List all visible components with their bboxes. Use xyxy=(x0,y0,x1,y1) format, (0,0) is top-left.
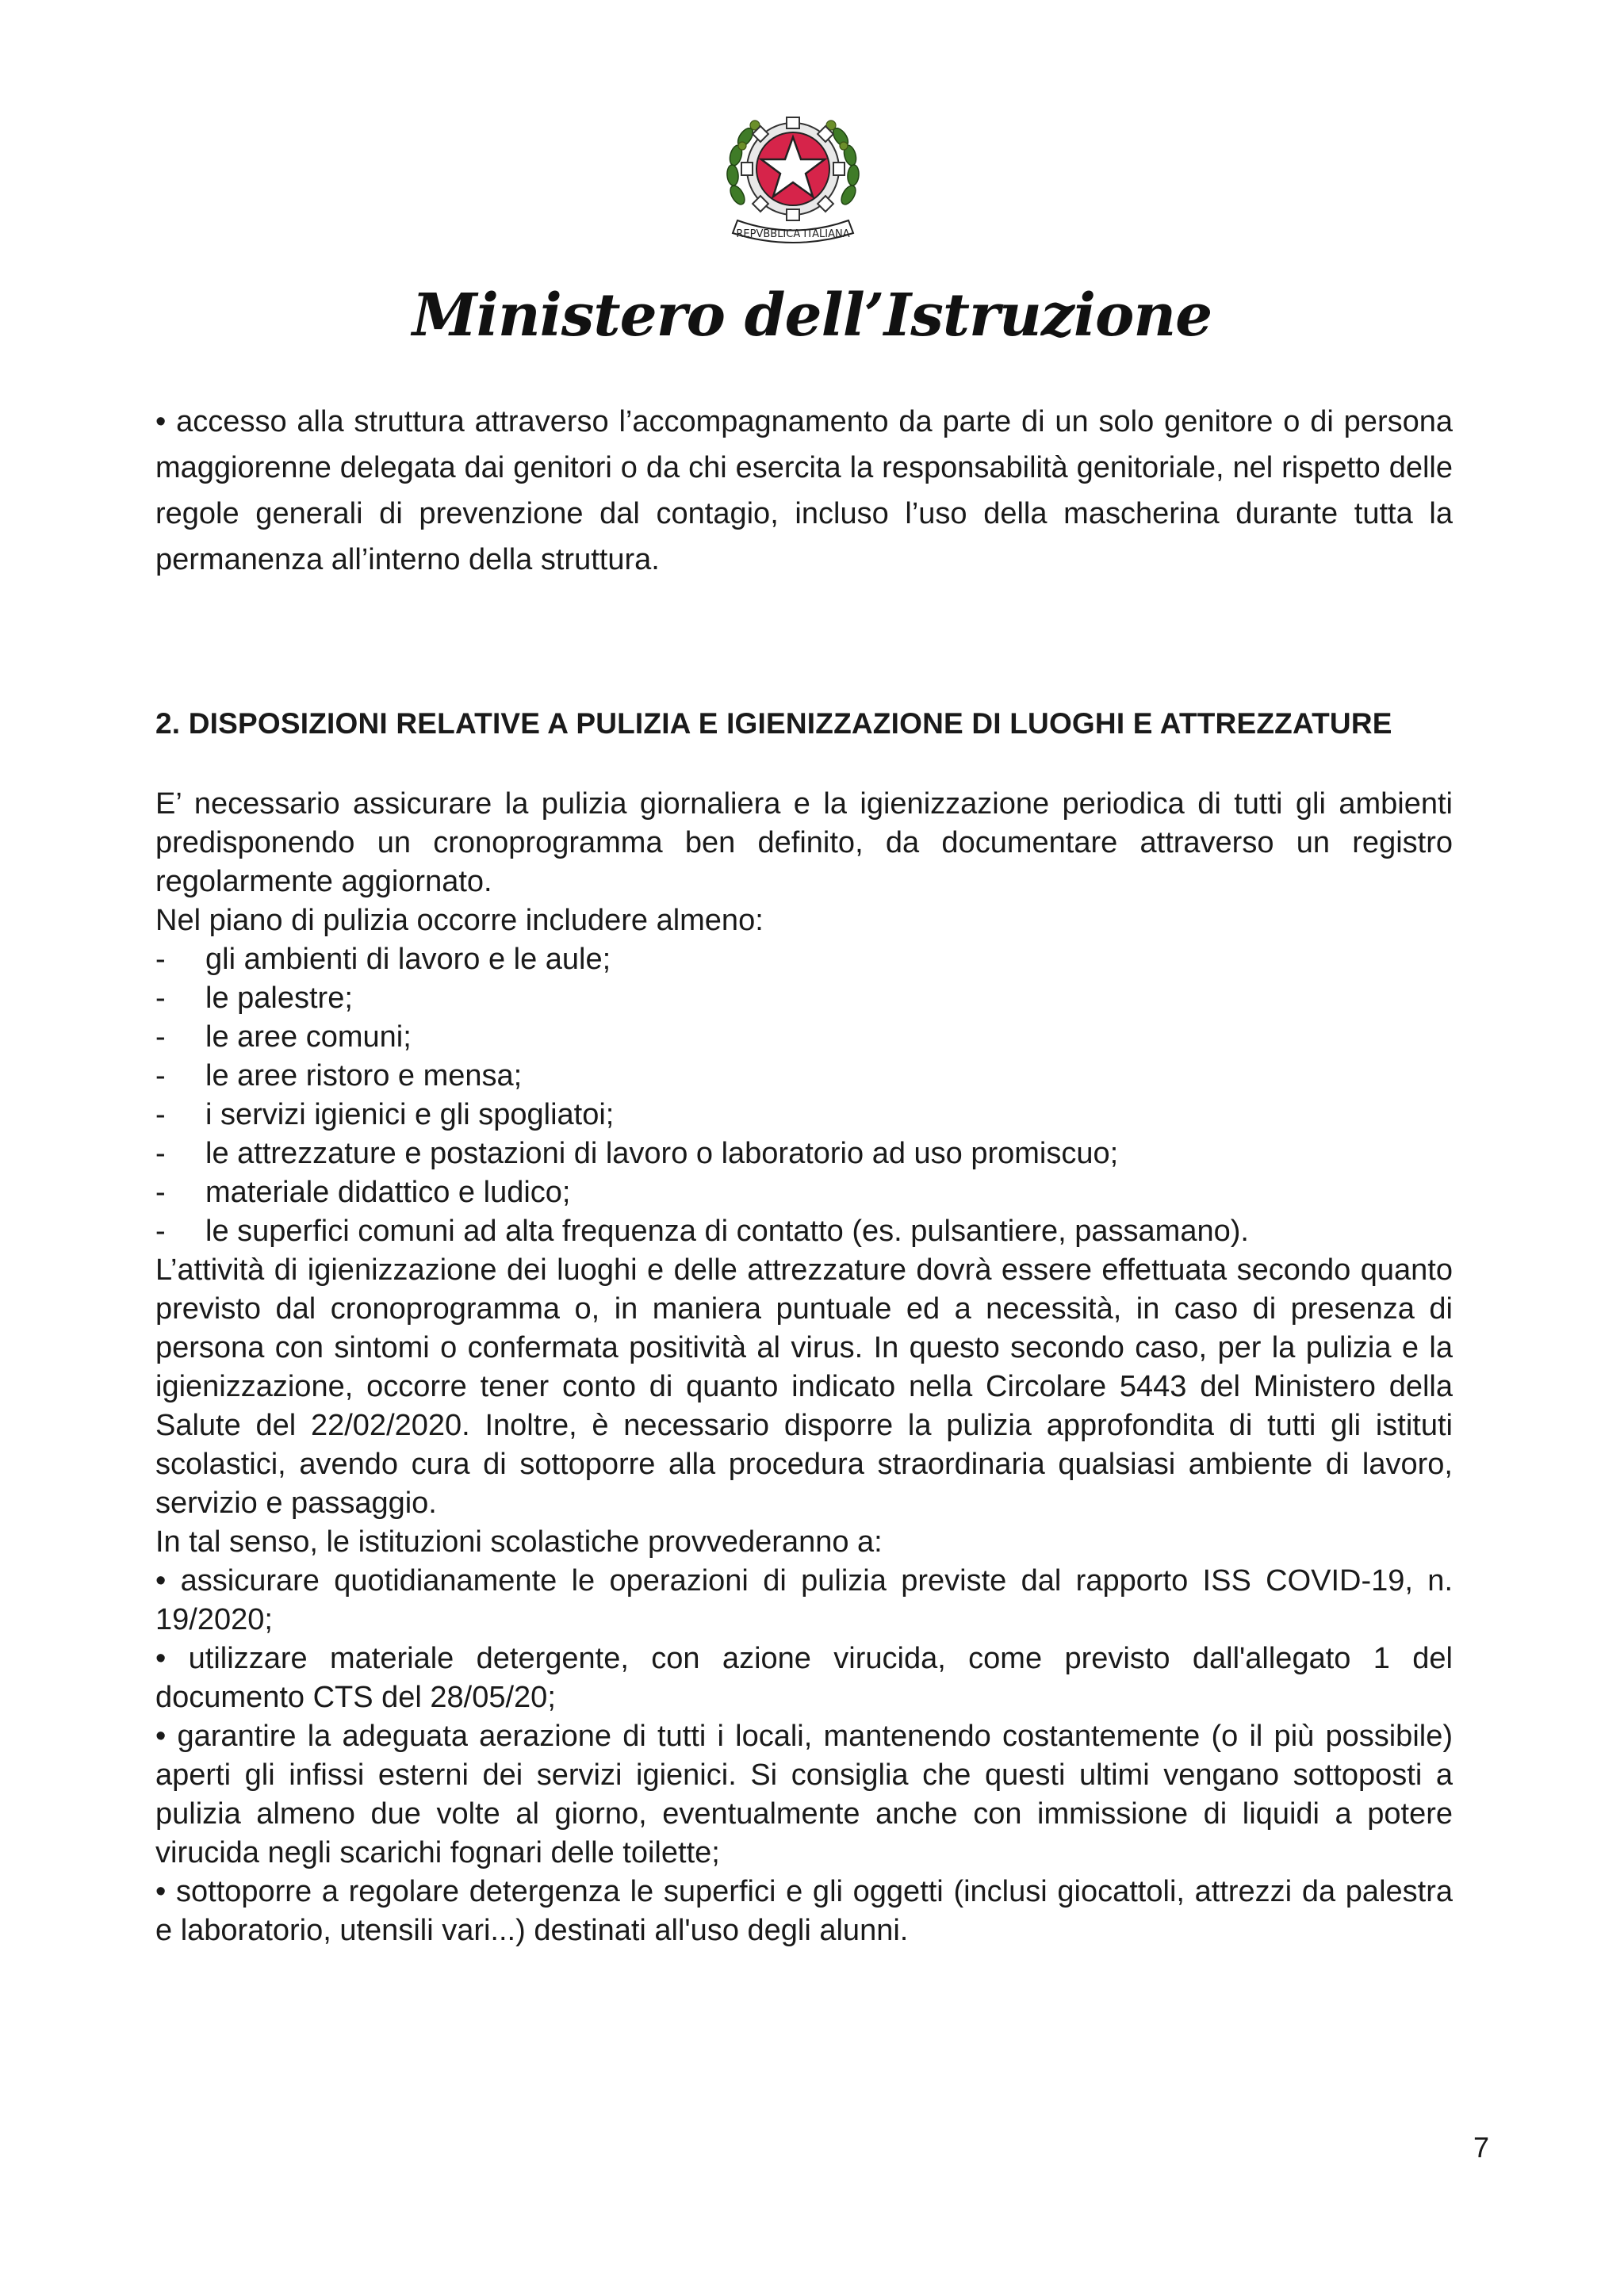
cleaning-plan-list xyxy=(155,940,1453,1251)
list-item: - le attrezzature e postazioni di lavoro o laboratorio ad uso promiscuo; xyxy=(155,1137,1119,1170)
paragraph: E’ necessario assicurare la pulizia giornaliera e la igienizzazione periodica di tutti gli ambienti predisponendo un cronoprogramma ben definito, da documentare attraverso un registro regolarmente aggiornato. xyxy=(155,787,1453,898)
bullet-item: • garantire la adeguata aerazione di tutti i locali, mantenendo costantemente (o il più possibile) aperti gli infissi esterni dei servizi igienici. Si consiglia che questi ultimi vengano sottoposti a pulizia almeno due volte al giorno, eventualmente anche con immissione di liquidi a potere virucida negli scarichi fognari delle toilette; xyxy=(155,1720,1453,1869)
bullet-item: • sottoporre a regolare detergenza le superfici e gli oggetti (inclusi giocattoli, attrezzi da palestra e laboratorio, utensili vari...) destinati all'uso degli alunni. xyxy=(155,1875,1453,1947)
paragraph: In tal senso, le istituzioni scolastiche provvederanno a: xyxy=(155,1525,883,1559)
bullet-item: • assicurare quotidianamente le operazioni di pulizia previste dal rapporto ISS COVID-19, n. 19/2020; xyxy=(155,1564,1453,1636)
bullet-icon: • xyxy=(155,405,167,438)
page-number: 7 xyxy=(1473,2131,1489,2164)
list-item: - le superfici comuni ad alta frequenza di contatto (es. pulsantiere, passamano). xyxy=(155,1215,1249,1248)
list-item: - le aree comuni; xyxy=(155,1020,412,1054)
italian-republic-emblem-icon xyxy=(714,94,872,252)
list-item: - i servizi igienici e gli spogliatoi; xyxy=(155,1098,615,1131)
intro-paragraph xyxy=(155,399,1453,583)
bullet-item: • utilizzare materiale detergente, con azione virucida, come previsto dall'allegato 1 del documento CTS del 28/05/20; xyxy=(155,1642,1453,1714)
paragraph: Nel piano di pulizia occorre includere almeno: xyxy=(155,904,764,937)
list-item: - gli ambienti di lavoro e le aule; xyxy=(155,943,611,976)
section-body xyxy=(155,785,1453,1950)
list-item: - le palestre; xyxy=(155,982,353,1015)
svg-text:REPVBBLICA ITALIANA: REPVBBLICA ITALIANA xyxy=(736,228,850,240)
ministry-title: Ministero dell’Istruzione xyxy=(412,281,1212,350)
section-heading: 2. DISPOSIZIONI RELATIVE A PULIZIA E IGIENIZZAZIONE DI LUOGHI E ATTREZZATURE xyxy=(155,707,1392,740)
paragraph: L’attività di igienizzazione dei luoghi e delle attrezzature dovrà essere effettuata secondo quanto previsto dal cronoprogramma o, in maniera puntuale ed a necessità, in caso di presenza di persona con sintomi o confermata positività al virus. In questo secondo caso, per la pulizia e la igienizzazione, occorre tener conto di quanto indicato nella Circolare 5443 del Ministero della Salute del 22/02/2020. Inoltre, è necessario disporre la pulizia approfondita di tutti gli istituti scolastici, avendo cura di sottoporre alla procedura straordinaria qualsiasi ambiente di lavoro, servizio e passaggio. xyxy=(155,1253,1453,1520)
list-item: - le aree ristoro e mensa; xyxy=(155,1059,523,1093)
list-item: - materiale didattico e ludico; xyxy=(155,1176,571,1209)
intro-text: accesso alla struttura attraverso l’accompagnamento da parte di un solo genitore o di persona maggiorenne delegata dai genitori o da chi esercita la responsabilità genitoriale, nel rispetto delle regole generali di prevenzione dal contagio, incluso l’uso della mascherina durante tutta la permanenza all’interno della struttura. xyxy=(155,405,1453,576)
